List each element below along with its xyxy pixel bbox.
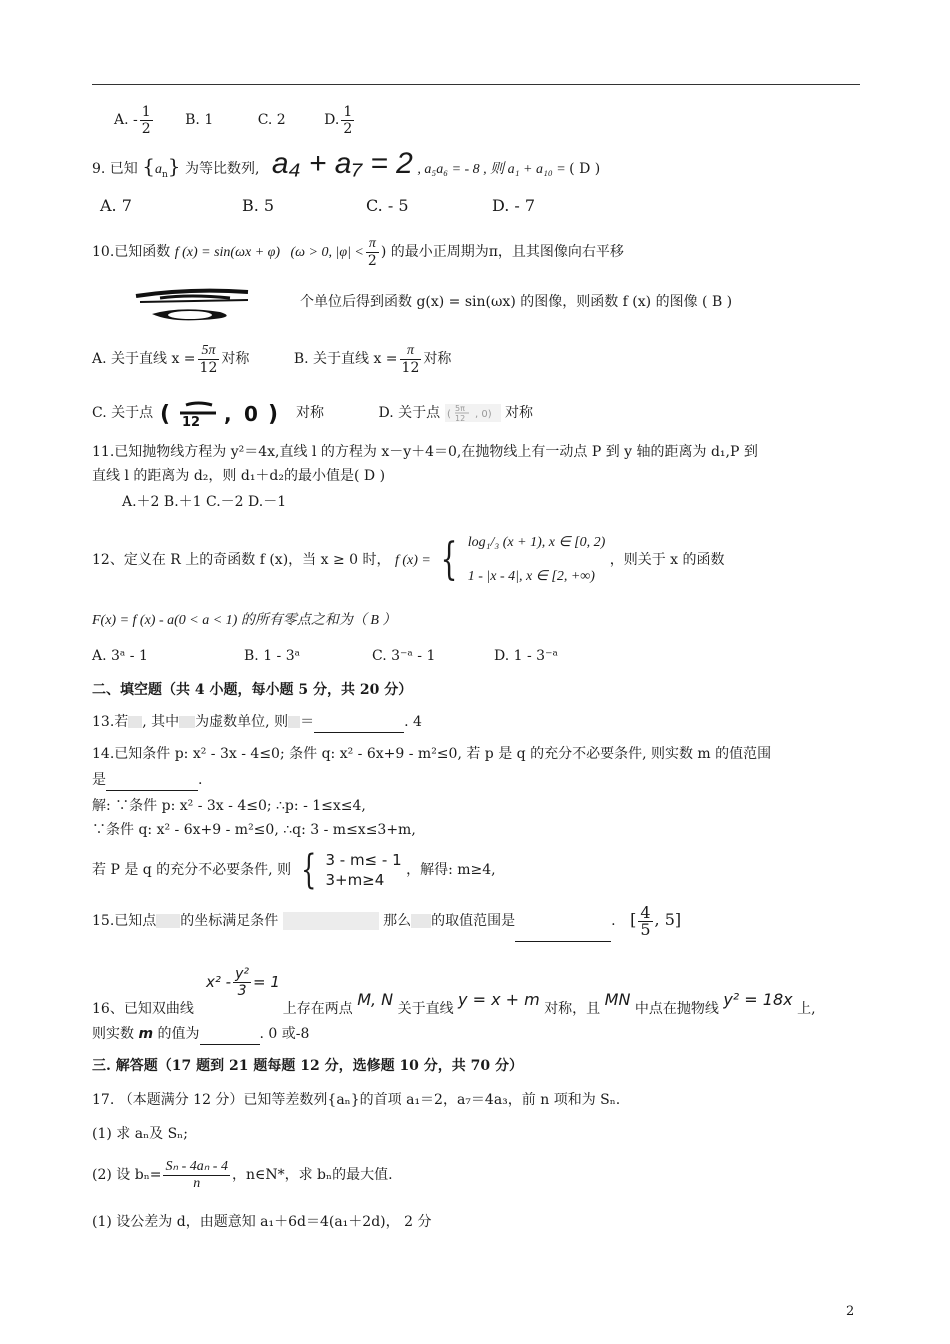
q14-line2-a: 是 [92, 772, 106, 788]
q15-blurred-point [156, 914, 180, 928]
q13-blank [314, 712, 404, 733]
q8-c: C. 2 [257, 112, 286, 128]
q11-options-text: A.＋2 B.＋1 C.－2 D.－1 [122, 494, 287, 510]
q15-blurred-expression [411, 914, 431, 928]
question-16-line2 [92, 1024, 309, 1045]
q17-part2-b: ，n∈N*，求 bₙ的最大值. [231, 1167, 393, 1183]
q15-ans-num: 4 [640, 902, 651, 922]
question-17-part2 [92, 1152, 393, 1198]
q16-line-eq: y = x + m [458, 990, 540, 1009]
question-12-line2 [92, 610, 396, 631]
svg-text:5π: 5π [454, 404, 465, 413]
q15-ans-close: , 5] [654, 910, 682, 929]
question-12-line1 [92, 524, 725, 596]
question-15 [92, 900, 681, 940]
q12-option-a: A. 3ᵃ - 1 [92, 648, 148, 664]
q9-seq-sub: n [162, 169, 168, 180]
q12-option-c: C. 3⁻ᵃ - 1 [372, 648, 436, 664]
q14-system [325, 850, 401, 890]
q8-a-frac [140, 104, 153, 137]
q17-line1: 17. （本题满分 12 分）已知等差数列{aₙ}的首项 a₁＝2，a₇＝4a₃，前 n 项和为 Sₙ. [92, 1092, 621, 1108]
q8-b: B. 1 [185, 112, 214, 128]
q9-condition: , a₅a₆ = - 8 , 则 a₁ + a₁₀ = [417, 162, 570, 177]
page-number: 2 [846, 1304, 855, 1319]
q10-option-c-point-image [158, 399, 292, 427]
q17-part2-den: n [193, 1175, 201, 1191]
q12-prefix: 12、定义在 R 上的奇函数 f (x)，当 x ≥ 0 时， [92, 552, 391, 568]
q10-cond-a: (ω > 0, |φ| < [290, 245, 364, 260]
svg-text:, 0): , 0) [474, 409, 492, 420]
q14-blank [106, 770, 198, 791]
svg-text:(: ( [159, 402, 170, 427]
q13-blurred-formula-3 [288, 716, 300, 728]
q15-ans-frac [638, 902, 652, 939]
question-17-line1 [92, 1090, 620, 1110]
svg-text:): ) [267, 402, 278, 427]
q15-blurred-conditions [283, 912, 379, 930]
q16-eq-den: 3 [237, 983, 247, 999]
q12-cases [468, 533, 606, 587]
q14-sol1: 解: ∵条件 p: x² - 3x - 4≤0; ∴p: - 1≤x≤4, [92, 798, 366, 814]
q9-option-a: A. 7 [100, 196, 132, 215]
q10-cond-den: 2 [367, 252, 377, 269]
section-3-text: 三. 解答题（17 题到 21 题每题 12 分，选修题 10 分，共 70 分） [92, 1058, 524, 1074]
q10-cond-num: π [366, 236, 379, 253]
svg-text:12: 12 [454, 414, 465, 423]
q15-e: . [611, 913, 616, 929]
q16-line2-c: . 0 或-8 [259, 1026, 310, 1042]
q16-a: 16、已知双曲线 [92, 1001, 194, 1017]
q16-blank [200, 1024, 260, 1045]
q11-options [122, 492, 286, 512]
q17-part2-num: Sₙ - 4aₙ - 4 [165, 1158, 228, 1174]
q15-c: 那么 [383, 913, 412, 929]
q15-a: 15.已知点 [92, 913, 157, 929]
svg-text:(: ( [446, 409, 451, 420]
q10-option-a-num: 5π [198, 343, 220, 360]
section-3-heading [92, 1056, 523, 1076]
q10-option-b-label: B. 关于直线 x = [293, 351, 398, 367]
question-13 [92, 712, 422, 733]
q17-part1: (1) 求 aₙ及 Sₙ; [92, 1126, 188, 1142]
q14-sol3-b: ，解得: m≥4, [406, 862, 496, 878]
q8-a-den: 2 [141, 120, 151, 137]
q9-option-b: B. 5 [242, 196, 275, 215]
q13-c: 为虚数单位, 则 [195, 714, 289, 730]
q10-option-c-suffix: 对称 [296, 405, 325, 421]
q16-eq-frac [233, 966, 251, 999]
q12-suffix: ，则关于 x 的函数 [609, 552, 725, 568]
q17-part2-a: (2) 设 bₙ= [92, 1167, 162, 1183]
q15-ans-open: [ [630, 910, 637, 929]
question-10-line1 [92, 232, 624, 272]
q9-mid: 为等比数列, [184, 161, 260, 177]
q10-option-d-label: D. 关于点 [378, 405, 441, 421]
question-10-line2 [300, 292, 732, 312]
q14-sol2: ∵条件 q: x² - 6x+9 - m²≤0, ∴q: 3 - m≤x≤3+m, [92, 822, 416, 838]
q16-eq-num: y² [235, 966, 249, 982]
q12-option-b: B. 1 - 3ᵃ [244, 648, 301, 664]
q10-prefix: 10.已知函数 [92, 244, 171, 260]
q12-case2: 1 - |x - 4|, x ∈ [2, +∞) [467, 569, 595, 584]
q8-d-num: 1 [343, 103, 353, 120]
q17-sol1: (1) 设公差为 d，由题意知 a₁＋6d＝4(a₁＋2d)， 2 分 [92, 1214, 432, 1230]
q16-line2-b: 的值为 [157, 1026, 200, 1042]
q9-answer: ( D ) [569, 161, 601, 177]
svg-text:0: 0 [243, 402, 258, 426]
question-16-line1 [92, 990, 816, 1020]
q12-fx: f (x) = [394, 553, 431, 568]
question-14-line2 [92, 770, 202, 791]
q9-option-c: C. - 5 [366, 196, 409, 215]
q9-big-equation: a₄ + a₇ = 2 [271, 147, 413, 180]
svg-text:,: , [223, 402, 232, 426]
q11-line2: 直线 l 的距离为 d₂，则 d₁＋d₂的最小值是( D ) [92, 468, 386, 484]
question-17-part1 [92, 1124, 188, 1144]
q10-option-b-num: π [400, 343, 422, 360]
q13-d: ＝ [300, 714, 315, 730]
section-2-text: 二、填空题（共 4 小题，每小题 5 分，共 20 分） [92, 682, 413, 698]
q13-a: 13.若 [92, 714, 129, 730]
q12-brace: { [440, 534, 458, 585]
q8-options [114, 100, 356, 140]
q14-sol3-a: 若 P 是 q 的充分不必要条件, 则 [92, 862, 292, 878]
q14-brace: { [300, 847, 316, 893]
q10-option-a-label: A. 关于直线 x = [92, 351, 196, 367]
q9-prefix: 9. 已知 [92, 161, 138, 177]
q8-d-frac [341, 104, 354, 137]
q9-option-d: D. - 7 [492, 196, 536, 215]
q14-solution-3 [92, 844, 496, 896]
q16-e: 中点在抛物线 [634, 1001, 719, 1017]
q14-solution-2 [92, 820, 416, 840]
q16-c: 关于直线 [397, 1001, 454, 1017]
q16-eq-a: x² - [206, 973, 232, 991]
q8-d-den: 2 [343, 120, 353, 137]
q16-f: 上, [797, 1001, 816, 1017]
q16-b: 上存在两点 [282, 1001, 353, 1017]
q12-case1: log₁/₃ (x + 1), x ∈ [0, 2) [467, 535, 606, 550]
q10-line2: 个单位后得到函数 g(x) = sin(ωx) 的图像，则函数 f (x) 的图像 ( B ) [300, 294, 733, 310]
q8-a-label: A. [114, 112, 129, 128]
q16-parabola: y² = 18x [723, 990, 793, 1009]
q10-suffix: 的最小正周期为π，且其图像向右平移 [390, 244, 624, 260]
question-11-line2 [92, 466, 385, 486]
question-14-line1 [92, 744, 771, 764]
header-rule [92, 84, 860, 85]
q12-line2: F(x) = f (x) - a(0 < a < 1) 的所有零点之和为（ B ） [92, 613, 397, 628]
q10-options-cd [92, 398, 533, 428]
q16-m: m [138, 1026, 154, 1042]
q13-blurred-formula-1 [128, 716, 142, 728]
q10-option-d-point-image [445, 402, 501, 424]
q11-line1: 11.已知抛物线方程为 y²＝4x,直线 l 的方程为 x－y＋4＝0,在抛物线上有一动点 P 到 y 轴的距离为 d₁,P 到 [92, 444, 758, 460]
q10-cond-b: ) [380, 244, 387, 260]
q17-part2-frac [163, 1159, 229, 1192]
q10-option-a-den: 12 [199, 359, 218, 376]
q10-options-ab [92, 338, 451, 380]
q9-seq: a [155, 162, 162, 177]
q12-option-d: D. 1 - 3⁻ᵃ [494, 648, 558, 664]
q10-option-b-den: 12 [401, 359, 420, 376]
q14-line2-b: . [198, 772, 203, 788]
q10-option-d-suffix: 对称 [505, 405, 534, 421]
q16-mn2: MN [604, 990, 631, 1009]
q14-line1: 14.已知条件 p: x² - 3x - 4≤0; 条件 q: x² - 6x+9 - m²≤0, 若 p 是 q 的充分不必要条件, 则实数 m 的值范围 [92, 746, 772, 762]
q16-eq-b: = 1 [252, 973, 280, 991]
q13-answer: . 4 [404, 714, 422, 730]
svg-text:12: 12 [181, 415, 200, 427]
q10-cond-frac [366, 236, 379, 269]
q15-d: 的取值范围是 [431, 913, 516, 929]
q16-d: 对称，且 [544, 1001, 601, 1017]
q14-solution-1 [92, 796, 366, 816]
q16-line2-a: 则实数 [92, 1026, 134, 1042]
question-9: 9. 已知 $\{a_n\}$ 为等比数列, a₄ + a₇ = 2 , a₅a₆ = - 8 , 则 a₁ + a₁₀ = ( D ) [92, 147, 601, 180]
q10-option-a-suffix: 对称 [221, 351, 250, 367]
q10-distorted-fraction-image [130, 284, 254, 324]
q13-b: , 其中 [142, 714, 180, 730]
q14-sys1: 3 - m≤ - 1 [325, 851, 402, 869]
q15-b: 的坐标满足条件 [180, 913, 279, 929]
q10-option-a-frac [198, 343, 220, 376]
q10-option-b-suffix: 对称 [423, 351, 452, 367]
q10-function: f (x) = sin(ωx + φ) [174, 245, 281, 260]
q8-d-label: D. [324, 112, 340, 128]
q13-blurred-formula-2 [179, 716, 195, 728]
section-2-heading [92, 680, 412, 700]
q15-ans-den: 5 [640, 919, 651, 939]
question-11-line1 [92, 442, 758, 462]
q8-a-sign: - [133, 112, 138, 128]
q8-a-num: 1 [141, 103, 151, 120]
q15-blank [515, 901, 611, 942]
q10-option-b-frac [400, 343, 422, 376]
q10-option-c-label: C. 关于点 [92, 405, 154, 421]
question-17-solution-1 [92, 1212, 431, 1232]
q16-mn: M, N [357, 990, 394, 1009]
q14-sys2: 3+m≥4 [325, 871, 385, 889]
